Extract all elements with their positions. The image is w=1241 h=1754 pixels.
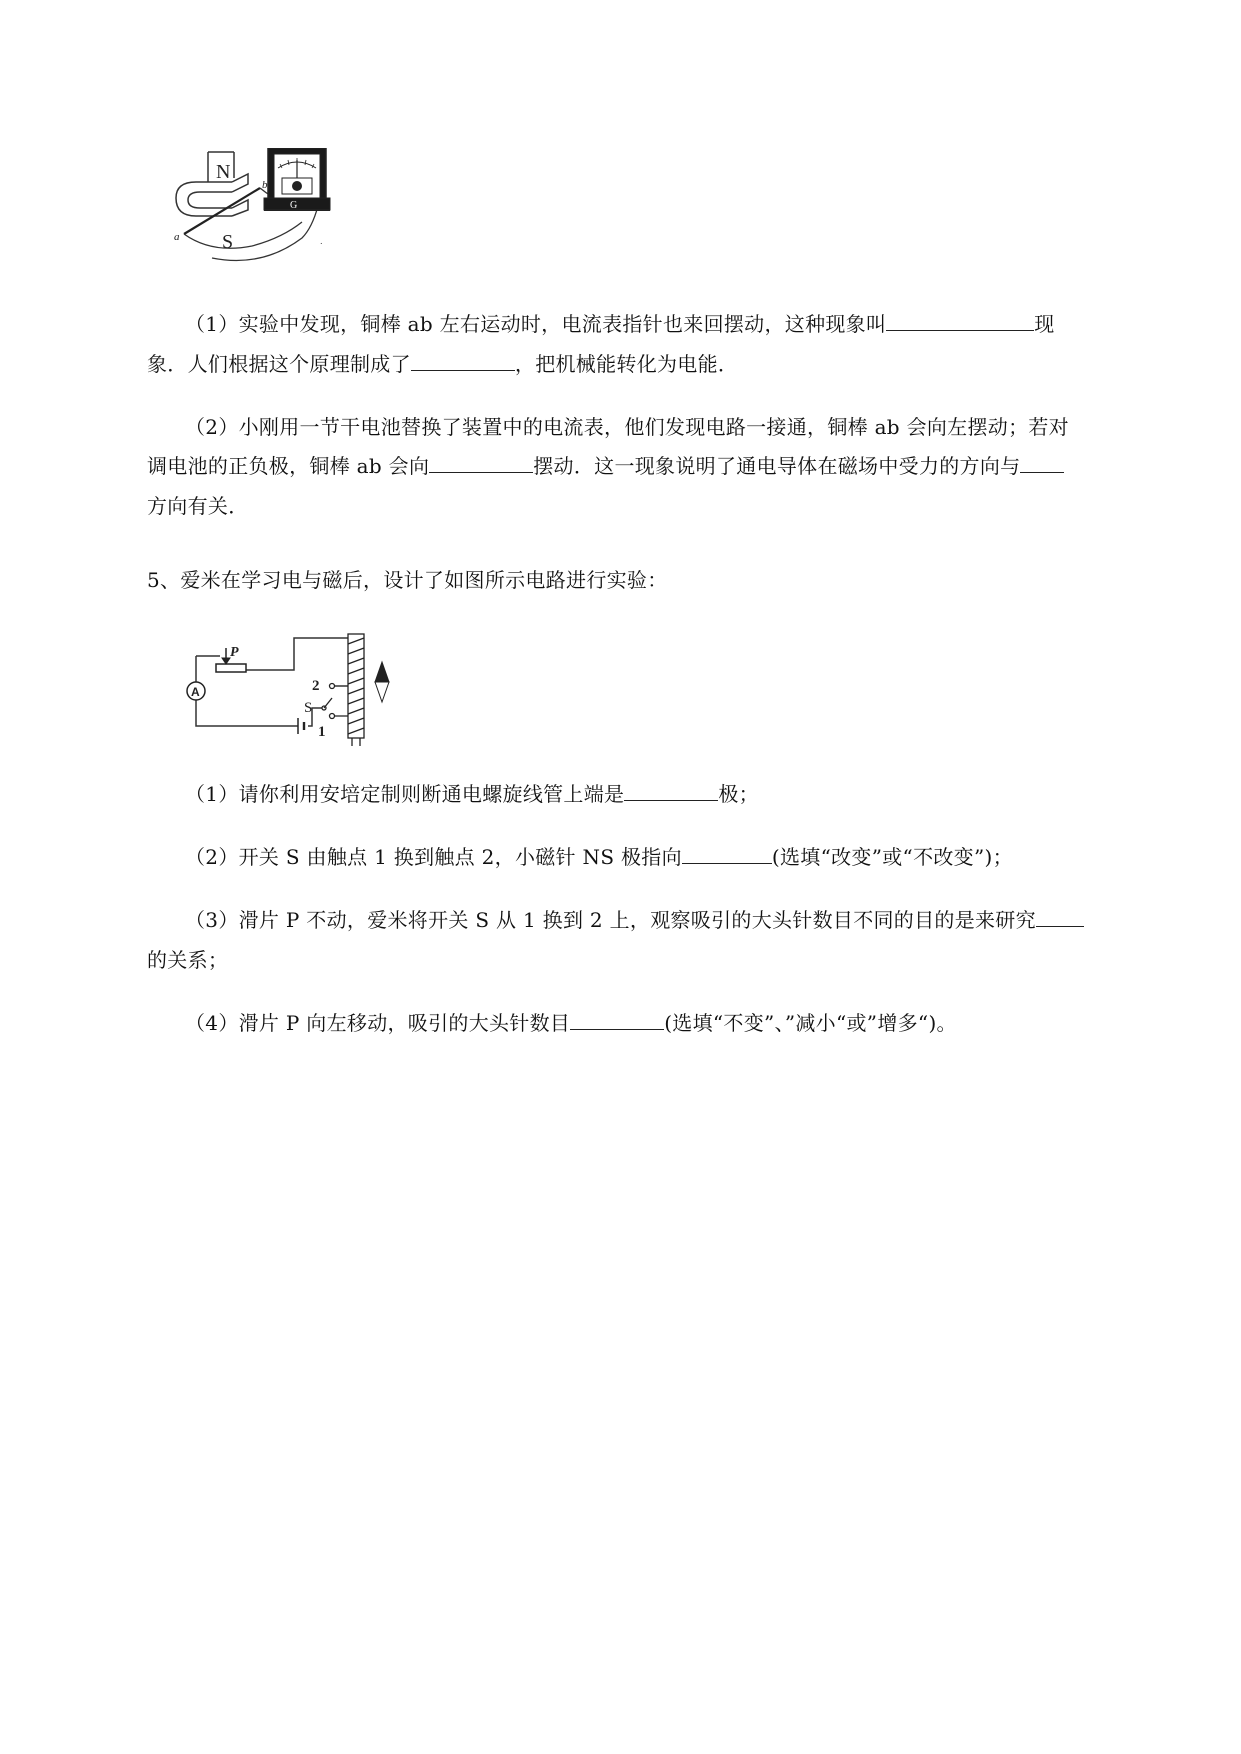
q5-part3-line1	[185, 906, 1084, 934]
q5-title-text: 5、爱米在学习电与磁后，设计了如图所示电路进行实验：	[147, 568, 668, 592]
compass-needle-icon	[375, 662, 389, 702]
answer-blank[interactable]	[1036, 906, 1084, 927]
q5-part4-text-b: (选填“不变”、”减小“或”增多“)。	[664, 1011, 957, 1035]
contact-1-label: 1	[318, 724, 326, 740]
q5-part1-text-a: （1）请你利用安培定制则断通电螺旋线管上端是	[185, 782, 625, 806]
q5-part4-text-a: （4）滑片 P 向左移动，吸引的大头针数目	[185, 1011, 571, 1035]
battery	[298, 718, 304, 734]
q4-part2-line3	[147, 492, 249, 520]
circuit-wires	[196, 638, 354, 726]
answer-blank[interactable]	[624, 780, 718, 801]
magnet-n-label: N	[216, 161, 231, 183]
slider-p-label: P	[230, 645, 239, 660]
contact-2-label: 2	[312, 678, 320, 694]
rod-b-label: b	[262, 179, 268, 191]
figure-solenoid-circuit	[182, 624, 402, 749]
q4-part2-line1	[185, 413, 1069, 441]
q4-part2-text-d: 方向有关．	[147, 494, 249, 518]
q5-part3-text-a: （3）滑片 P 不动，爱米将开关 S 从 1 换到 2 上，观察吸引的大头针数目不同的目的是来研究	[185, 908, 1036, 932]
q5-part3-line2	[147, 946, 228, 974]
q5-part2	[185, 843, 1013, 871]
solenoid	[348, 634, 364, 746]
q4-part1-text-a: （1）实验中发现，铜棒 ab 左右运动时，电流表指针也来回摆动，这种现象叫	[185, 312, 887, 336]
q4-part1-text-d: ，把机械能转化为电能．	[514, 352, 739, 376]
q4-part1-text-c: 象．人们根据这个原理制成了	[147, 352, 411, 376]
figure-dot: .	[320, 237, 323, 246]
q4-part2-text-c: 摆动．这一现象说明了通电导体在磁场中受力的方向与	[533, 454, 1021, 478]
figure-magnet-galvanometer	[172, 148, 372, 278]
q5-part2-text-a: （2）开关 S 由触点 1 换到触点 2，小磁针 NS 极指向	[185, 845, 682, 869]
q4-part2-text-b: 调电池的正负极，铜棒 ab 会向	[147, 454, 430, 478]
q4-part1-line1	[185, 310, 1055, 338]
q4-part2-line2	[147, 452, 1064, 480]
answer-blank[interactable]	[570, 1009, 664, 1030]
q4-part1-text-b: 现	[1034, 312, 1055, 336]
answer-blank[interactable]	[886, 310, 1034, 331]
answer-blank[interactable]	[682, 843, 772, 864]
wire	[184, 222, 302, 248]
meter-g-label: G	[290, 200, 298, 211]
copper-rod-ab	[184, 188, 260, 234]
q5-part2-text-b: (选填“改变”或“不改变”)；	[771, 845, 1013, 869]
switch-s-label: S	[304, 700, 313, 716]
answer-blank[interactable]	[1020, 452, 1064, 473]
rod-a-label: a	[174, 231, 180, 243]
q5-part3-text-b: 的关系；	[147, 948, 229, 972]
horseshoe-magnet	[176, 152, 248, 216]
ammeter-label: A	[191, 685, 200, 699]
q4-part1-line2	[147, 350, 738, 378]
q4-part2-text-a: （2）小刚用一节干电池替换了装置中的电流表，他们发现电路一接通，铜棒 ab 会向左摆动；若对	[185, 415, 1069, 439]
magnet-s-label: S	[222, 231, 234, 253]
q5-part4	[185, 1009, 957, 1037]
q5-part1	[185, 780, 759, 808]
answer-blank[interactable]	[429, 452, 533, 473]
q5-part1-text-b: 极；	[718, 782, 759, 806]
answer-blank[interactable]	[411, 350, 515, 371]
q5-title	[147, 566, 668, 594]
